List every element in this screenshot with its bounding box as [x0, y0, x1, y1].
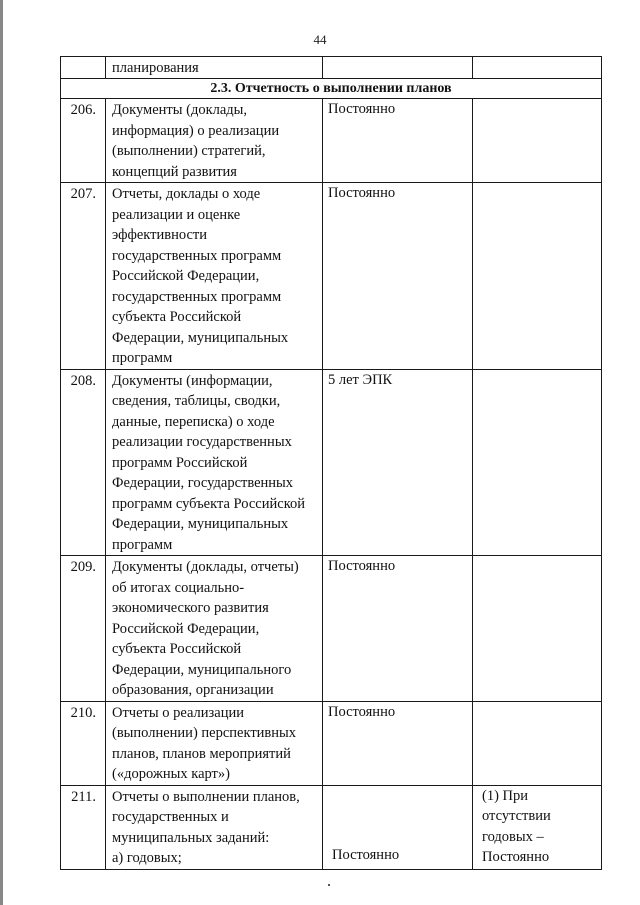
page-number: 44	[313, 32, 327, 47]
description-line: Федерации, государственных	[112, 475, 294, 491]
note-line: отсутствии	[482, 808, 551, 824]
description-line: субъекта Российской	[112, 641, 242, 657]
table-row	[61, 556, 602, 702]
table-row	[61, 99, 602, 183]
description-line: эффективности	[112, 227, 207, 243]
row-description	[106, 369, 323, 556]
description-line: государственных программ	[112, 288, 282, 305]
description-line: Федерации, муниципальных	[112, 329, 289, 346]
description-line: муниципальных заданий:	[112, 829, 270, 846]
description-line: (выполнении) перспективных	[112, 725, 297, 741]
scan-edge	[0, 0, 3, 905]
description-line: а) годовых;	[112, 850, 182, 866]
row-number: 210.	[61, 701, 106, 785]
section-heading: 2.3. Отчетность о выполнении планов	[61, 79, 602, 99]
description-line: программ Российской	[112, 454, 248, 471]
description-line: Документы (доклады,	[112, 102, 248, 118]
row-number: 211.	[61, 785, 106, 869]
description-line: программ субъекта Российской	[112, 495, 306, 512]
description-line: экономического развития	[112, 600, 269, 616]
table-row	[61, 183, 602, 370]
row-note	[473, 369, 602, 556]
description-line: информация) о реализации	[112, 122, 280, 139]
description-line: данные, переписка) о ходе	[112, 413, 275, 430]
description-line: Документы (информации,	[112, 372, 273, 389]
records-table	[60, 56, 602, 870]
description-line: Отчеты, доклады о ходе	[112, 186, 261, 202]
description-line: планов, планов мероприятий	[112, 745, 291, 762]
row-term	[323, 57, 473, 79]
description-line: Российской Федерации,	[112, 620, 260, 637]
description-line: субъекта Российской	[112, 309, 242, 325]
row-note	[473, 57, 602, 79]
row-number: 209.	[61, 556, 106, 702]
row-note	[473, 556, 602, 702]
row-description	[106, 99, 323, 183]
row-description	[106, 785, 323, 869]
row-description	[106, 701, 323, 785]
description-line: реализации государственных	[112, 434, 292, 450]
row-number: 206.	[61, 99, 106, 183]
description-line: об итогах социально-	[112, 579, 245, 596]
description-line: сведения, таблицы, сводки,	[112, 393, 281, 409]
row-description	[106, 556, 323, 702]
description-line: государственных и	[112, 809, 229, 825]
row-term: 5 лет ЭПК	[323, 369, 473, 556]
term-value: Постоянно	[332, 847, 400, 863]
table-row	[61, 369, 602, 556]
description-line: государственных программ	[112, 247, 282, 264]
description-line: Федерации, муниципальных	[112, 516, 289, 532]
description-line: программ	[112, 536, 173, 553]
description-line: Отчеты о выполнении планов,	[112, 788, 300, 805]
description-line: концепций развития	[112, 163, 237, 180]
table-row-continuation	[61, 57, 602, 79]
note-line: годовых –	[482, 828, 544, 845]
section-heading-row	[61, 79, 602, 99]
row-term: Постоянно	[323, 183, 473, 370]
note-line: Постоянно	[482, 849, 550, 865]
row-note	[473, 183, 602, 370]
description-line: Федерации, муниципального	[112, 661, 292, 678]
description-line: (выполнении) стратегий,	[112, 143, 266, 159]
row-number: 208.	[61, 369, 106, 556]
row-description	[106, 183, 323, 370]
row-term: Постоянно	[323, 701, 473, 785]
description-line: Российской Федерации,	[112, 268, 260, 284]
description-line: образования, организации	[112, 682, 274, 698]
row-number	[61, 57, 106, 79]
row-number: 207.	[61, 183, 106, 370]
table-row	[61, 785, 602, 869]
row-note	[473, 785, 602, 869]
row-note	[473, 701, 602, 785]
description-line: реализации и оценке	[112, 206, 241, 223]
row-term: Постоянно	[323, 556, 473, 702]
description-line: Отчеты о реализации	[112, 704, 244, 721]
row-description: планирования	[106, 57, 323, 79]
description-line: программ	[112, 350, 173, 366]
row-term: Постоянно	[323, 99, 473, 183]
scan-dot	[328, 884, 330, 886]
row-note	[473, 99, 602, 183]
table-row	[61, 701, 602, 785]
description-line: Документы (доклады, отчеты)	[112, 559, 299, 575]
description-line: («дорожных карт»)	[112, 766, 230, 782]
note-line: (1) При	[482, 787, 529, 804]
row-term	[323, 785, 473, 869]
